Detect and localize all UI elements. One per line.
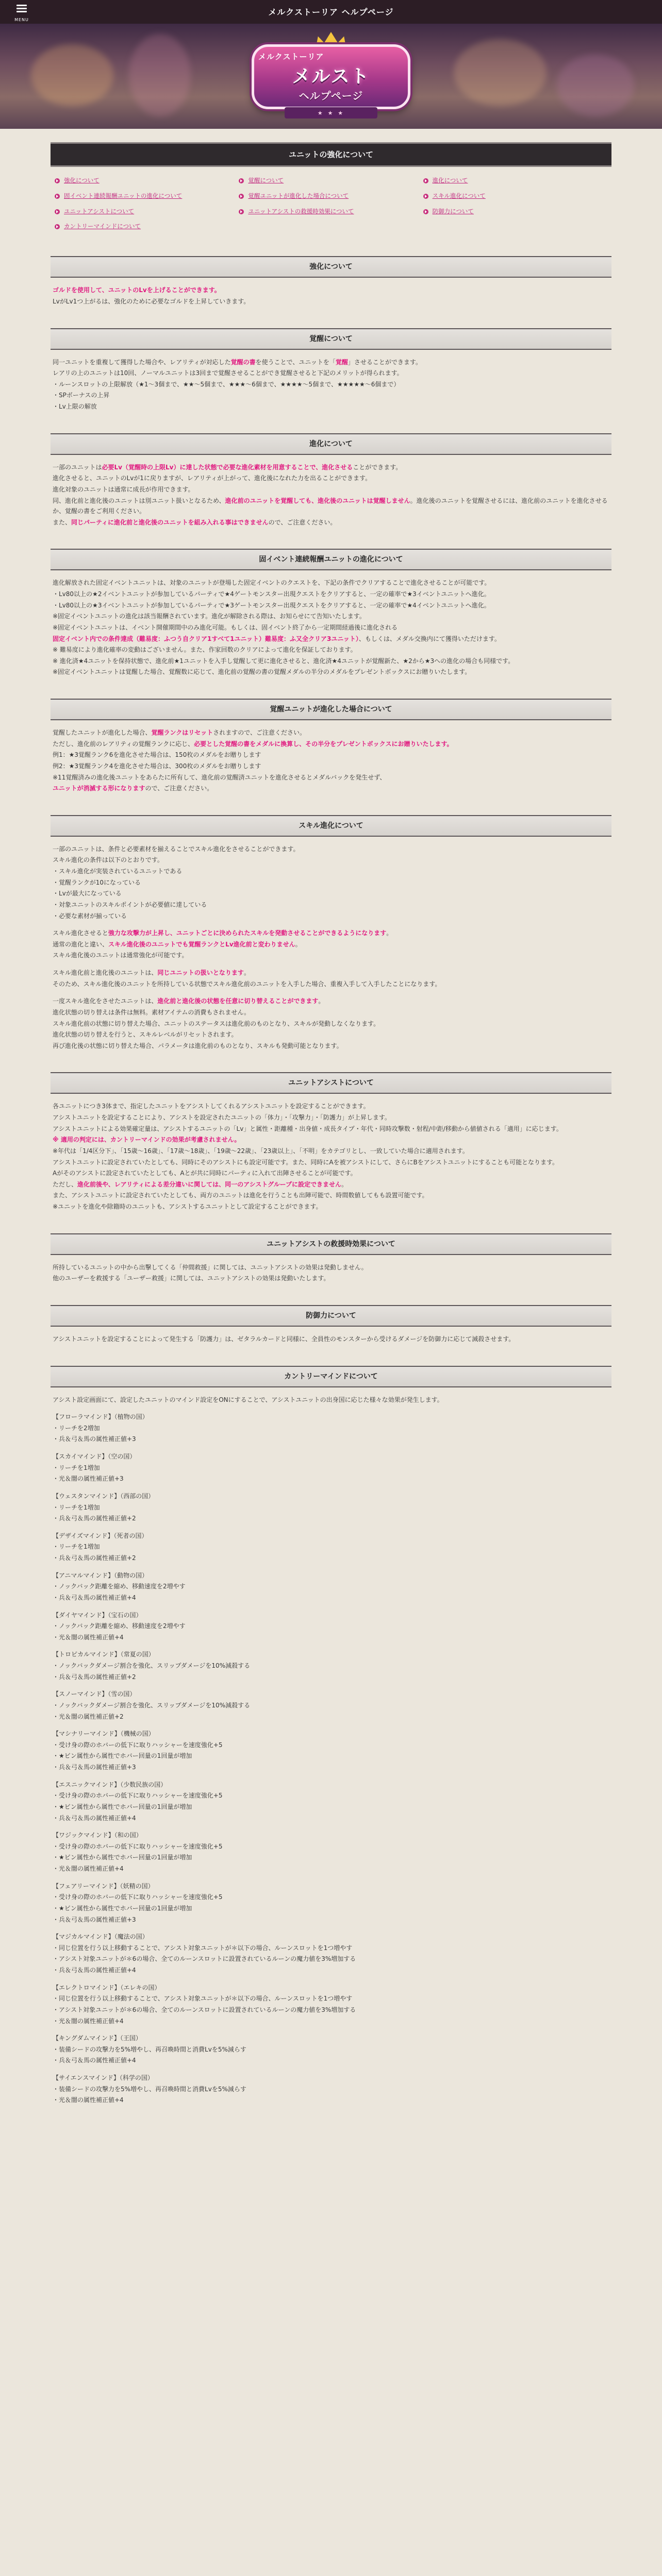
nav-link-8[interactable] — [423, 207, 607, 216]
body-line — [53, 368, 609, 379]
section-body-kakuseishinka — [51, 720, 611, 798]
highlight-text: 同じパーティに進化前と進化後のユニットを組み入れる事はできません — [71, 518, 269, 526]
spacer — [53, 1824, 609, 1830]
body-line — [53, 634, 609, 645]
body-line — [53, 1190, 609, 1201]
mind-effect: ・リーチを1増加 — [53, 1464, 100, 1471]
body-line — [53, 750, 609, 760]
arrow-bullet-icon — [423, 178, 428, 183]
section-body-bougyo — [51, 1327, 611, 1348]
body-text: 例1：★3覚醒ランク6を進化させた場合は、150枚のメダルをお贈りします — [53, 751, 261, 759]
body-text: 」させることができます。 — [347, 358, 422, 366]
page-header-title: メルクストーリア ヘルプページ — [268, 7, 394, 17]
arrow-bullet-icon — [55, 178, 60, 183]
country-intro: アシスト設定画面にて、設定したユニットのマインド設定をONにすることで、アシストユニットの出身国に応じた様々な効果が発生します。 — [53, 1396, 443, 1403]
highlight-text: 覚醒の書 — [230, 358, 256, 366]
spacer — [53, 1875, 609, 1881]
highlight-text: 必要Lv（覚醒時の上限Lv）に達した状態で必要な進化素材を用意することで、進化させる — [102, 463, 353, 471]
mind-effect: ・兵＆弓＆馬の属性補正値+4 — [53, 1594, 136, 1601]
body-text: 同、進化前と進化後のユニットは別ユニット扱いとなるため、 — [53, 497, 225, 504]
highlight-text: 同じユニットの扱いとなります — [157, 969, 244, 976]
body-text: アシストユニットによる効果確定量は、アシストするユニットの「Lv」と属性・距離種・出身値・成長タイプ・年代・同時攻撃数・射程/中距/移動から値値される「適用」に応じます。 — [53, 1125, 562, 1132]
mind-name: 【フェアリーマインド】（妖精の国） — [53, 1882, 154, 1890]
mind-name: 【マシナリーマインド】（機械の国） — [53, 1730, 155, 1738]
body-line — [53, 888, 609, 899]
mind-name: 【ウェスタンマインド】（西部の国） — [53, 1492, 155, 1500]
spacer — [53, 2027, 609, 2033]
body-text: ・Lv80以上の★3イベントユニットが参加しているパーティで★3ゲートモンスター出現クエストをクリアすると、一定の確率で★4イベントユニットへ進化。 — [53, 601, 490, 609]
highlight-text: 覚醒ランクはリセット — [151, 729, 213, 736]
body-line — [53, 1124, 609, 1134]
mind-effect: ・光＆闇の属性補正値+2 — [53, 1713, 124, 1720]
body-line — [53, 611, 609, 622]
body-text: 覚醒したユニットが進化した場合、 — [53, 729, 152, 736]
section-title-country: カントリーマインドについて — [51, 1366, 611, 1387]
section-title-kyouka: 強化について — [51, 256, 611, 278]
body-text: ・Lv上限の解放 — [53, 403, 97, 410]
body-line — [53, 357, 609, 368]
body-text: スキル進化後のユニットは通常強化が可能です。 — [53, 952, 188, 959]
body-text: ※ 難易度により進化確率の変動はございません。また、作家回数のクリアによって進化を保証しております。 — [53, 646, 357, 654]
body-line — [53, 1029, 609, 1040]
body-line — [53, 1112, 609, 1123]
mind-effect: ・光＆闇の属性補正値+3 — [53, 1475, 124, 1483]
body-text: 例2：★3覚醒ランク4を進化させた場合は、300枚のメダルをお贈りします — [53, 762, 261, 770]
mind-effect: ・ノックバック距離を縮め、移動速度を2増やす — [53, 1583, 186, 1590]
nav-link-6[interactable] — [55, 207, 239, 216]
body-line — [53, 496, 609, 517]
body-text: ・覚醒ランクが10になっている — [53, 878, 141, 886]
index-heading: ユニットの強化について — [51, 142, 611, 167]
body-line — [53, 589, 609, 600]
section-body-kyouka — [51, 278, 611, 310]
body-line — [53, 1273, 609, 1284]
body-text: ※ユニットを進化や除籍時のユニットも、アシストするユニットとして設定することができます。 — [53, 1203, 322, 1210]
arrow-bullet-icon — [423, 194, 428, 199]
body-text: ※固定イベントユニットは、イベント開催期間中のみ進化可能。もしくは、固イベント終了から一定期間経過後に進化される — [53, 623, 398, 631]
spacer — [53, 1445, 609, 1451]
body-text: ・スキル進化が実装されているユニットである — [53, 868, 183, 875]
mind-name: 【アニマルマインド】（動物の国） — [53, 1571, 148, 1579]
body-line — [53, 1041, 609, 1052]
body-text: ※11覚醒済みの進化後ユニットをあらたに所有して、進化前の覚醒済ユニットを進化させるとメダルバックを発生せず、 — [53, 773, 386, 781]
spacer — [53, 1722, 609, 1728]
mind-effect: ・★ビン属性から属性でホバー回量の1回量が増加 — [53, 1904, 192, 1912]
body-line — [53, 462, 609, 473]
mind-name: 【キングダムマインド】（王国） — [53, 2035, 142, 2042]
section-index — [51, 167, 611, 239]
nav-link-2[interactable] — [423, 176, 607, 185]
spacer — [53, 1683, 609, 1689]
body-text: 。 — [295, 940, 302, 948]
mind-effect: ・リーチを1増加 — [53, 1503, 100, 1511]
body-text: を使うことで、ユニットを「 — [255, 358, 336, 366]
body-text: ただし、進化前のレアリティの覚醒ランクに応じ、 — [53, 740, 194, 748]
body-line — [53, 996, 609, 1007]
body-line — [53, 844, 609, 855]
mind-effect: ・★ビン属性から属性でホバー回量の1回量が増加 — [53, 1752, 192, 1760]
spacer — [53, 990, 609, 996]
body-text: 所持しているユニットの中から出撃してくる「仲間救援」に関しては、ユニットアシストの効果は発動しません。 — [53, 1263, 368, 1271]
body-text: ただし、 — [53, 1180, 78, 1188]
section-title-kyuen: ユニットアシストの救援時効果について — [51, 1233, 611, 1255]
body-text: また、アシストユニットに設定されていたとしても、両方のユニットは進化を行うことも出陣可能で、時間数値してもも設置可能です。 — [53, 1192, 428, 1199]
spacer — [53, 922, 609, 928]
body-text: 進化解放された固定イベントユニットは、対象のユニットが登場した固定イベントのクエストを、下記の条件でクリアすることで進化させることが可能です。 — [53, 579, 491, 587]
mind-effect: ・ノックバックダメージ割合を強化、スリップダメージを10%減殺する — [53, 1701, 251, 1709]
body-text: アシストユニットを設定することによって発生する「防護力」は、ゼタラルカードと同様に、全員性のモンスターから受けるダメージを防御力に応じて減殺させます。 — [53, 1335, 515, 1343]
nav-link-label: スキル進化について — [432, 192, 486, 199]
body-line — [53, 1179, 609, 1190]
nav-link-4[interactable] — [239, 192, 423, 201]
body-line — [53, 1101, 609, 1112]
body-line — [53, 296, 609, 307]
body-line — [53, 1334, 609, 1345]
body-line — [53, 285, 609, 296]
body-line — [53, 772, 609, 783]
arrow-bullet-icon — [239, 178, 244, 183]
body-text: ・ルーンスロットの上限解放（★1〜3個まで、★★〜5個まで、★★★〜6個まで、★★★★〜5個まで、★★★★★〜6個まで） — [53, 380, 400, 388]
section-body-event — [51, 570, 611, 681]
section-title-skill: スキル進化について — [51, 815, 611, 837]
body-text: 通常の進化と違い、 — [53, 940, 109, 948]
mind-name: 【ワジックマインド】（和の国） — [53, 1832, 142, 1839]
body-line — [53, 645, 609, 655]
mind-effect: ・同じ位置を行う以上移動することで、アシスト対象ユニットが＊以下の場合、ルーンスロットを1つ増やす — [53, 1944, 353, 1952]
body-line — [53, 1168, 609, 1179]
mind-effect: ・同じ位置を行う以上移動することで、アシスト対象ユニットが＊以下の場合、ルーンスロットを1つ増やす — [53, 1995, 353, 2003]
highlight-text: ゴルドを使用して、ユニットのLvを上げることができます。 — [53, 286, 221, 294]
arrow-bullet-icon — [55, 224, 60, 229]
body-text: 進化させると、ユニットのLvが1に戻りますが、レアリティが上がって、進化後になれた力を出ることができます。 — [53, 474, 372, 482]
body-text: ※年代は「1/4区分下」、「15歳〜16歳」、「17歳〜18歳」、「19歳〜22歳」、「23歳以上」、「不明」をカテゴリとし、一致していた場合に適用されます。 — [53, 1147, 469, 1155]
mind-name: 【デザイズマインド】（死者の国） — [53, 1532, 148, 1539]
highlight-text: ユニットが消滅する形になります — [53, 785, 145, 792]
body-text: LvがLv1つ上がるは、強化のために必要なゴルドを上昇していきます。 — [53, 297, 250, 305]
body-text: スキル進化前と進化後のユニットは、 — [53, 969, 158, 976]
arrow-bullet-icon — [55, 209, 60, 214]
mind-effect: ・受け身の際のホバーの低下に取りハッシャーを速度強化+5 — [53, 1741, 223, 1749]
hero-banner — [0, 24, 662, 129]
spacer — [53, 1485, 609, 1491]
body-text: レアリの上のユニットは10回、ノーマルユニットは3回まで覚醒させることができ覚醒させると下記のメリットが得られます。 — [53, 369, 403, 377]
logo-top-text: メルクストーリア — [258, 52, 324, 61]
nav-link-1[interactable] — [239, 176, 423, 185]
nav-link-5[interactable] — [423, 192, 607, 201]
nav-link-label: カントリーマインドについて — [64, 223, 141, 230]
spacer — [53, 961, 609, 968]
mind-effect: ・リーチを1増加 — [53, 1543, 100, 1551]
section-title-bougyo: 防御力について — [51, 1305, 611, 1327]
section-body-kyuen — [51, 1255, 611, 1287]
highlight-text: 固定イベント内での条件達成（難易度：ふつう自クリア1すべて1ユニット）難易度：ふ又全クリア3ユニット） — [53, 635, 359, 642]
arrow-bullet-icon — [239, 209, 244, 214]
body-text: アシストユニットを設定することにより、アシストを設定されたユニットの「体力」・「攻撃力」・「防護力」が上昇します。 — [53, 1114, 391, 1121]
mind-effect: ・兵＆弓＆馬の属性補正値+4 — [53, 2057, 136, 2064]
body-line — [53, 1007, 609, 1018]
body-text: 同一ユニットを重複して獲得した場合や、レアリティが対応した — [53, 358, 231, 366]
highlight-text: 覚醒 — [335, 358, 348, 366]
main-content — [51, 142, 611, 2109]
mind-effect: ・ノックバック距離を縮め、移動速度を2増やす — [53, 1622, 186, 1630]
body-line — [53, 1201, 609, 1212]
mind-effect: ・光＆闇の属性補正値+4 — [53, 2017, 124, 2025]
body-text: 一部のユニットは、条件と必要素材を揃えることでスキル進化をさせることができます。 — [53, 845, 300, 853]
spacer — [53, 1643, 609, 1649]
arrow-bullet-icon — [423, 209, 428, 214]
body-text: ことができます。 — [353, 463, 402, 471]
body-line — [53, 979, 609, 990]
body-text: 進化状態の切り替えは条件は無料。素材アイテムの消費もされません。 — [53, 1008, 251, 1016]
section-title-assist: ユニットアシストについて — [51, 1072, 611, 1094]
mind-effect: ・兵＆弓＆馬の属性補正値+3 — [53, 1916, 136, 1923]
spacer — [53, 1604, 609, 1610]
mind-effect: ・装備シードの攻撃力を5%増やし、再召喚時間と消費Lvを5%減らす — [53, 2045, 246, 2053]
mind-effect: ・兵＆弓＆馬の属性補正値+2 — [53, 1515, 136, 1522]
body-line — [53, 600, 609, 611]
section-body-assist — [51, 1094, 611, 1215]
spacer — [53, 1564, 609, 1570]
mind-effect: ・光＆闇の属性補正値+4 — [53, 1633, 124, 1641]
mind-effect: ・アシスト対象ユニットが＊6の場合、全てのルーンスロットに設置されているルーンの魔力値を3%増加する — [53, 1955, 356, 1963]
body-line — [53, 911, 609, 922]
logo-ribbon: ★ ★ ★ — [285, 107, 377, 118]
highlight-text: 進化前と進化後の状態を任意に切り替えることができます — [157, 997, 319, 1005]
mind-effect: ・★ビン属性から属性でホバー回量の1回量が増加 — [53, 1854, 192, 1861]
body-text: Aがそのアシストに設定されていたとしても、Aとが共に同時にパーティに入れて出陣させることが可能です。 — [53, 1170, 357, 1177]
body-line — [53, 390, 609, 401]
mind-effect: ・光＆闇の属性補正値+4 — [53, 2096, 124, 2104]
body-text: 。進化後のユニットを覚醒させるには、進化前のユニットを進化させるか、覚醒の書をご利用ください。 — [53, 497, 608, 515]
mind-effect: ・兵＆弓＆馬の属性補正値+4 — [53, 1967, 136, 1974]
nav-link-label: 強化について — [64, 177, 100, 184]
mind-name: 【マジカルマインド】（魔法の国） — [53, 1933, 148, 1941]
body-line — [53, 855, 609, 866]
body-text: ので、ご注意ください。 — [268, 518, 337, 526]
body-line — [53, 727, 609, 738]
body-line — [53, 900, 609, 910]
body-line — [53, 783, 609, 794]
nav-link-label: 固イベント連続報酬ユニットの進化について — [64, 192, 183, 199]
body-line — [53, 578, 609, 588]
body-line — [53, 622, 609, 633]
body-line — [53, 379, 609, 390]
nav-link-label: 覚醒について — [248, 177, 284, 184]
section-body-country — [51, 1387, 611, 2109]
highlight-text: ※ 適用の判定には、カントリーマインドの効果が考慮されません。 — [53, 1136, 241, 1144]
nav-link-0[interactable] — [55, 176, 239, 185]
body-line — [53, 877, 609, 888]
body-text: ・対象ユニットのスキルポイントが必要値に達している — [53, 901, 207, 908]
logo-main-text: メルスト — [292, 65, 370, 87]
top-bar — [0, 0, 662, 24]
highlight-text: スキル進化後のユニットでも覚醒ランクとLv進化前と変わりません — [108, 940, 295, 948]
body-text: 進化状態の切り替えを行うと、スキルレベルがリセットされます。 — [53, 1031, 238, 1039]
section-title-shinka: 進化について — [51, 433, 611, 455]
section-body-skill — [51, 837, 611, 1055]
spacer — [53, 1925, 609, 1931]
body-line — [53, 968, 609, 978]
mind-name: 【サイエンスマインド】（科学の国） — [53, 2074, 154, 2081]
mind-effect: ・受け身の際のホバーの低下に取りハッシャーを速度強化+5 — [53, 1792, 223, 1800]
body-line — [53, 484, 609, 495]
body-text: 他のユーザーを救援する「ユーザー救援」に関しては、ユニットアシストの効果は発動いたします。 — [53, 1275, 330, 1282]
mind-name: 【フローラマインド】（植物の国） — [53, 1413, 148, 1421]
body-line — [53, 1157, 609, 1168]
mind-effect: ・受け身の際のホバーの低下に取りハッシャーを速度強化+5 — [53, 1842, 223, 1850]
highlight-text: 進化前のユニットを覚醒しても、進化後のユニットは覚醒しません — [225, 497, 410, 504]
section-title-kakusei: 覚醒について — [51, 328, 611, 350]
body-line — [53, 401, 609, 412]
mind-effect: ・兵＆弓＆馬の属性補正値+2 — [53, 1673, 136, 1681]
section-title-event: 固イベント連続報酬ユニットの進化について — [51, 549, 611, 570]
mind-effect: ・受け身の際のホバーの低下に取りハッシャーを速度強化+5 — [53, 1893, 223, 1901]
body-text: ※固定イベントユニットの進化は該当報酬されています。進化が解除される際は、お知らせにて告知いたします。 — [53, 613, 366, 620]
body-line — [53, 667, 609, 677]
menu-label: MENU — [14, 18, 29, 22]
nav-link-label: 覚醒ユニットが進化した場合について — [248, 192, 349, 199]
body-text: 一度スキル進化をさせたユニットは、 — [53, 997, 158, 1005]
mind-effect: ・★ビン属性から属性でホバー回量の1回量が増加 — [53, 1803, 192, 1810]
body-text: また、 — [53, 518, 72, 526]
nav-link-9[interactable] — [55, 222, 239, 231]
body-text: ※ 進化済★4ユニットを保持状態で、進化前★1ユニットを入手し覚醒して更に進化させると、進化済★4ユニットが覚醒新た、★2から★3への進化の場合も同様です。 — [53, 657, 515, 665]
body-line — [53, 1019, 609, 1029]
body-text: スキル進化させると — [53, 929, 108, 937]
body-text: ・SPボーナスの上昇 — [53, 392, 110, 399]
body-line — [53, 950, 609, 961]
mind-effect: ・リーチを2増加 — [53, 1424, 100, 1432]
body-text: そのため、スキル進化後のユニットを所持している状態でスキル進化前のユニットを入手した場合、重複入手して入手したことになります。 — [53, 980, 441, 988]
mind-name: 【スノーマインド】（雪の国） — [53, 1690, 136, 1698]
body-line — [53, 761, 609, 772]
highlight-text: 強力な攻撃力が上昇し、ユニットごとに決められたスキルを発動させることができるようになります — [108, 929, 387, 937]
body-line — [53, 517, 609, 528]
body-text: 、もしくは、メダル交換内にて獲得いただけます。 — [358, 635, 501, 642]
body-text: ので、ご注意ください。 — [145, 785, 213, 792]
nav-link-3[interactable] — [55, 192, 239, 201]
mind-name: 【エレクトロマインド】（エレキの国） — [53, 1984, 161, 1991]
mind-effect: ・アシスト対象ユニットが＊6の場合、全てのルーンスロットに設置されているルーンの魔力値を3%増加する — [53, 2006, 356, 2013]
body-line — [53, 1262, 609, 1273]
body-text: ・Lvが最大になっている — [53, 890, 122, 897]
body-text: 。 — [341, 1180, 348, 1188]
mind-effect: ・光＆闇の属性補正値+4 — [53, 1865, 124, 1872]
section-body-kakusei — [51, 350, 611, 416]
mind-effect: ・兵＆弓＆馬の属性補正値+3 — [53, 1435, 136, 1443]
body-text: スキル進化の条件は以下のとおりです。 — [53, 856, 163, 864]
mind-effect: ・ノックバックダメージ割合を強化、スリップダメージを10%減殺する — [53, 1662, 251, 1669]
nav-link-label: ユニットアシストの救援時効果について — [248, 207, 354, 215]
body-line — [53, 866, 609, 877]
highlight-text: 進化前後や、レアリティによる差分違いに関しては、同一のアシストグループに設定できません — [77, 1180, 342, 1188]
highlight-text: 必要とした覚醒の書をメダルに換算し、その半分をプレゼントボックスにお贈りいたします。 — [194, 740, 453, 748]
mind-effect: ・兵＆弓＆馬の属性補正値+2 — [53, 1554, 136, 1562]
mind-name: 【エスニックマインド】（少数民族の国） — [53, 1781, 167, 1788]
body-text: 。 — [243, 969, 250, 976]
body-line — [53, 656, 609, 667]
mind-name: 【ダイヤマインド】（宝石の国） — [53, 1611, 142, 1619]
mind-name: 【トロピカルマインド】（常夏の国） — [53, 1651, 155, 1658]
section-title-kakuseishinka: 覚醒ユニットが進化した場合について — [51, 699, 611, 720]
spacer — [53, 1773, 609, 1780]
arrow-bullet-icon — [239, 194, 244, 199]
body-text: ・Lv80以上の★2イベントユニットが参加しているパーティで★4ゲートモンスター出現クエストをクリアすると、一定の確率で★3イベントユニットへ進化。 — [53, 590, 490, 598]
nav-link-label: 防御力について — [432, 207, 474, 215]
spacer — [53, 2066, 609, 2073]
body-text: されますので、ご注意ください。 — [213, 729, 306, 736]
body-line — [53, 473, 609, 484]
body-line — [53, 1146, 609, 1157]
nav-link-7[interactable] — [239, 207, 423, 216]
section-body-shinka — [51, 455, 611, 532]
body-text: アシストユニットに設定されていたとしても、同時にそのアシストにも設定可能です。また、同時にAを被アシストにして、さらにBをアシストユニットにすることも可能となります。 — [53, 1158, 559, 1166]
body-text: 一部のユニットは — [53, 463, 102, 471]
body-line — [53, 928, 609, 939]
body-text: 各ユニットにつき3体まで、指定したユニットをアシストしてくれるアシストユニットを設定することができます。 — [53, 1103, 370, 1110]
body-text: 。 — [386, 929, 393, 937]
spacer — [53, 1524, 609, 1531]
mind-effect: ・兵＆弓＆馬の属性補正値+3 — [53, 1764, 136, 1771]
body-text: 。 — [318, 997, 325, 1005]
body-text: 進化対象のユニットは通常に成長が作用できます。 — [53, 485, 194, 493]
mind-name: 【スカイマインド】（空の国） — [53, 1453, 136, 1460]
body-line — [53, 1134, 609, 1145]
body-text: ・必要な素材が揃っている — [53, 912, 127, 920]
body-text: スキル進化前の状態に切り替えた場合、ユニットのステータスは進化前のものとなり、スキルが発動しなくなります。 — [53, 1020, 380, 1027]
body-text: 再び進化後の状態に切り替えた場合、パラメータは進化前のものとなり、スキルも発動可能となります。 — [53, 1042, 343, 1049]
body-line — [53, 939, 609, 950]
arrow-bullet-icon — [55, 194, 60, 199]
nav-link-label: 進化について — [432, 177, 468, 184]
nav-link-label: ユニットアシストについて — [64, 207, 135, 215]
body-line — [53, 739, 609, 750]
logo-help-text: ヘルプページ — [299, 90, 363, 102]
help-page-logo — [246, 32, 416, 123]
spacer — [53, 1405, 609, 1412]
mind-effect: ・兵＆弓＆馬の属性補正値+4 — [53, 1814, 136, 1822]
mind-effect: ・装備シードの攻撃力を5%増やし、再召喚時間と消費Lvを5%減らす — [53, 2085, 246, 2093]
body-text: ※固定イベントユニットは覚醒した場合、覚醒数に応じて、進化前の覚醒の書の覚醒メダルの半分のメダルをプレゼントボックスにお贈りいたします。 — [53, 668, 471, 676]
spacer — [53, 1976, 609, 1982]
